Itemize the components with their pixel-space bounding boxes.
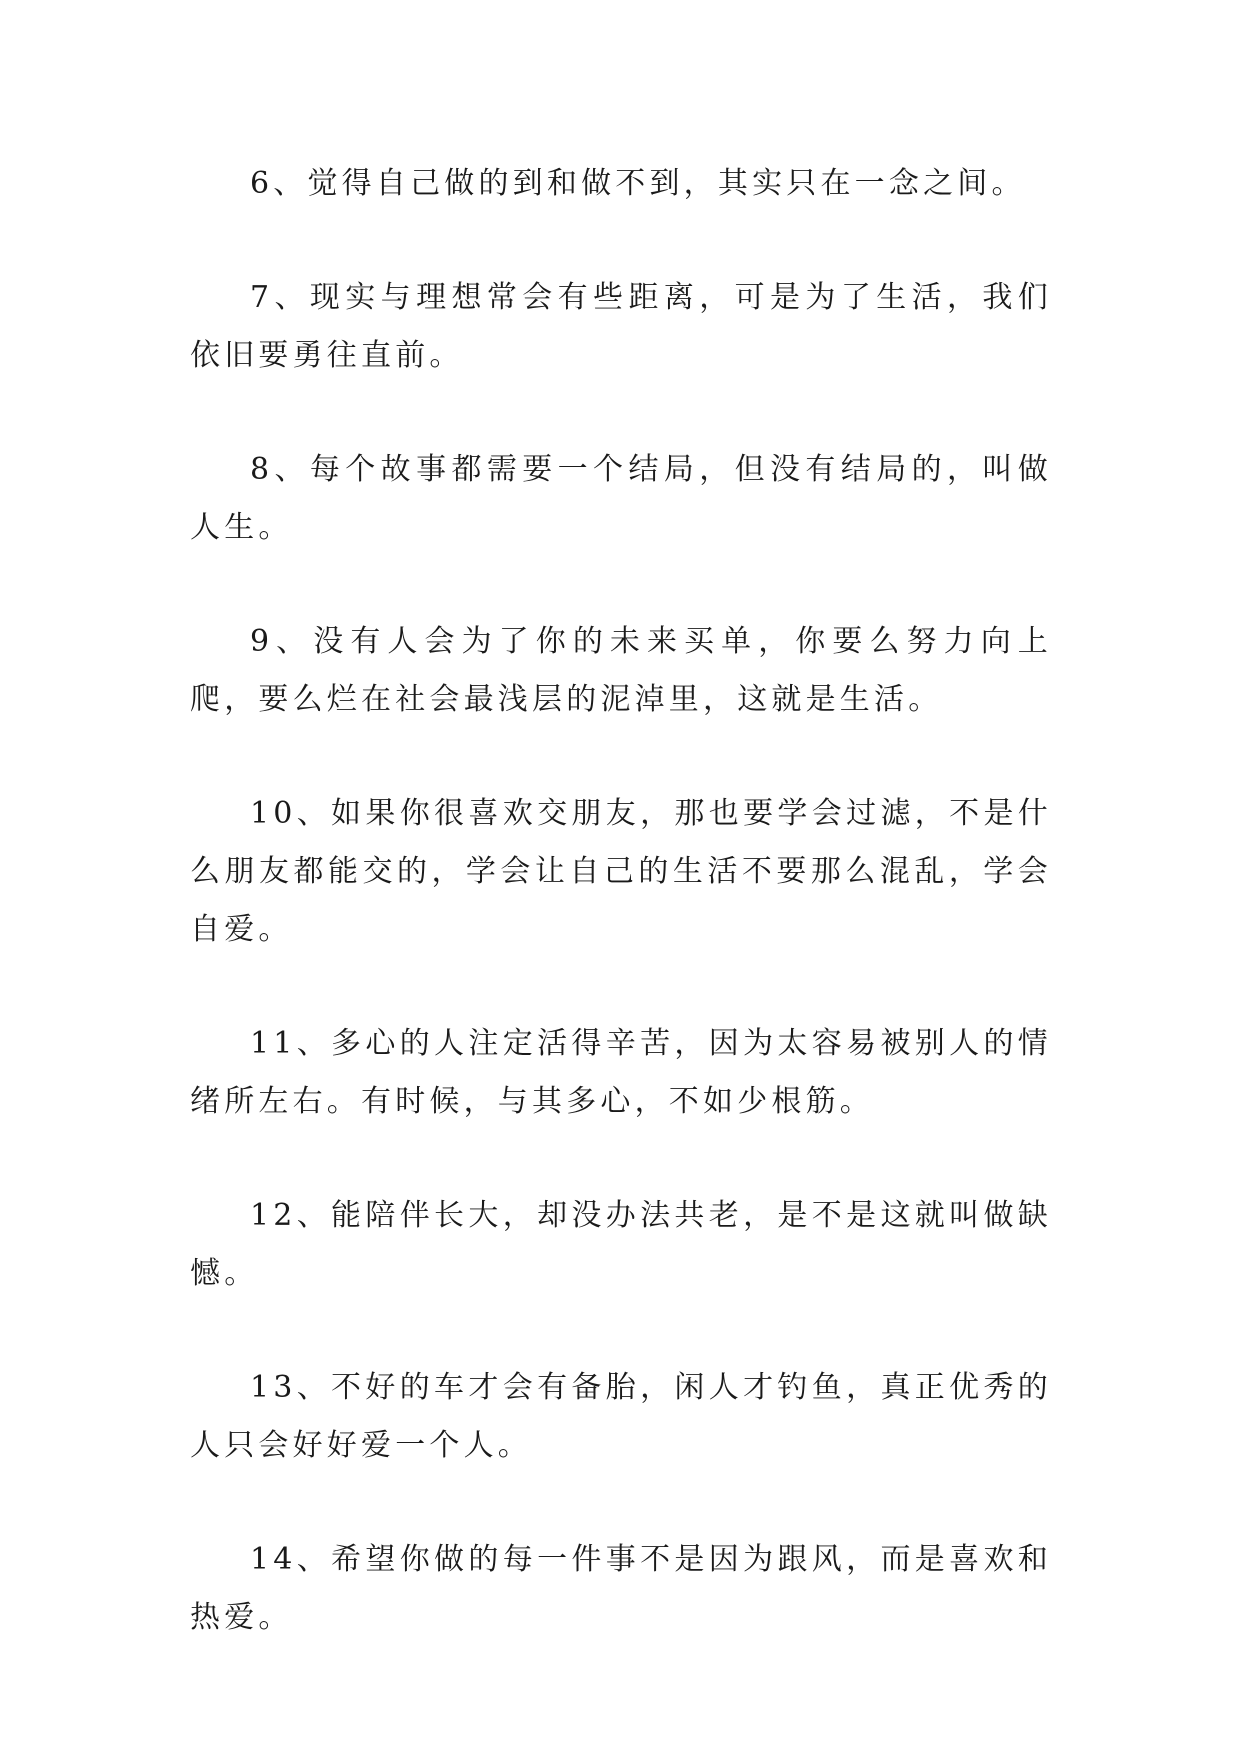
paragraph-9: 9、没有人会为了你的未来买单，你要么努力向上爬，要么烂在社会最浅层的泥淖里，这就是生活。 bbox=[190, 624, 1052, 717]
paragraph-8: 8、每个故事都需要一个结局，但没有结局的，叫做人生。 bbox=[190, 452, 1052, 545]
paragraph-12: 12、能陪伴长大，却没办法共老，是不是这就叫做缺憾。 bbox=[190, 1198, 1052, 1291]
paragraph-10: 10、如果你很喜欢交朋友，那也要学会过滤，不是什么朋友都能交的，学会让自己的生活不要那么混乱，学会自爱。 bbox=[190, 796, 1052, 947]
paragraph-13: 13、不好的车才会有备胎，闲人才钓鱼，真正优秀的人只会好好爱一个人。 bbox=[190, 1370, 1052, 1463]
paragraph-11: 11、多心的人注定活得辛苦，因为太容易被别人的情绪所左右。有时候，与其多心，不如少根筋。 bbox=[190, 1026, 1052, 1119]
paragraph-7: 7、现实与理想常会有些距离，可是为了生活，我们依旧要勇往直前。 bbox=[190, 280, 1052, 373]
paragraph-14: 14、希望你做的每一件事不是因为跟风，而是喜欢和热爱。 bbox=[190, 1542, 1052, 1635]
document-body bbox=[190, 155, 1052, 1703]
paragraph-6: 6、觉得自己做的到和做不到，其实只在一念之间。 bbox=[250, 166, 1026, 201]
